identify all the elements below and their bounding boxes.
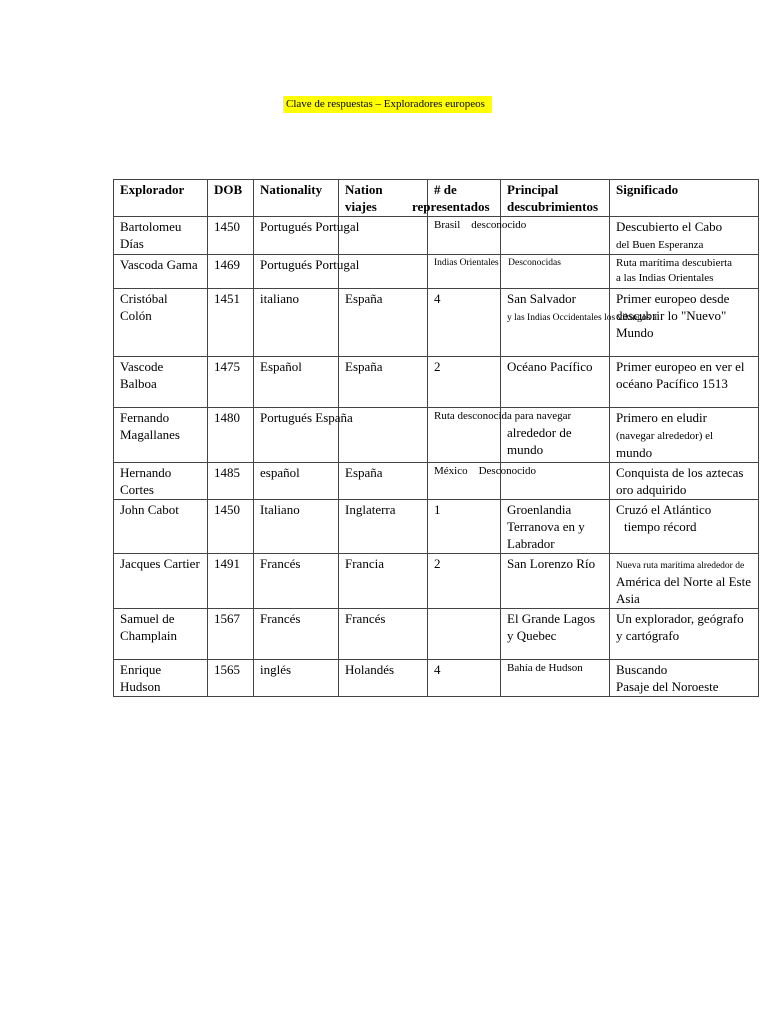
table-row [114, 660, 759, 697]
nationality-text: Portugués [260, 257, 312, 272]
significance-line1: Buscando [616, 662, 668, 677]
cell-dob: 1567 [208, 609, 254, 660]
cell-explorer: John Cabot [114, 500, 208, 554]
cell-explorer: Fernando Magallanes [114, 408, 208, 463]
cell-count: 4 [428, 289, 501, 357]
significance-line1: Primer europeo desde [616, 291, 730, 306]
principal-line1: San Salvador [507, 291, 576, 306]
cell-dob: 1480 [208, 408, 254, 463]
significance-line1: Cruzó el Atlántico [616, 502, 712, 517]
header-count [412, 180, 501, 217]
cell-nation: España [339, 289, 428, 357]
nation-text: Portugal [315, 219, 360, 234]
cell-explorer: Samuel de Champlain [114, 609, 208, 660]
cell-nationality: español [254, 463, 339, 500]
table-row [114, 408, 759, 463]
document-title: Clave de respuestas – Exploradores europeos [283, 96, 492, 113]
cell-nation: Holandés [339, 660, 428, 697]
table-row [114, 554, 759, 609]
explorers-table [113, 179, 759, 697]
cell-nationality [254, 408, 353, 463]
principal-text: Desconocidas [508, 258, 561, 268]
table-row [114, 463, 759, 500]
cell-principal [501, 289, 657, 357]
cell-significance [610, 217, 759, 255]
cell-nationality: Italiano [254, 500, 339, 554]
significance-line1: Nueva ruta marítima alrededor de [616, 561, 745, 571]
significance-line1: Descubierto el Cabo [616, 219, 723, 234]
header-nation-line2: viajes [345, 199, 377, 214]
significance-line3: mundo [616, 445, 653, 460]
cell-principal: Océano Pacífico [501, 357, 610, 408]
cell-principal: Groenlandia Terranova en y Labrador [501, 500, 610, 554]
cell-nationality: inglés [254, 660, 339, 697]
principal-text: desconocido [471, 219, 527, 231]
cell-significance [610, 554, 759, 609]
principal-line2: y las Indias Occidentales los vikingos a [507, 313, 657, 323]
cell-nationality [254, 217, 360, 255]
cell-count [428, 463, 537, 500]
cell-explorer: Cristóbal Colón [114, 289, 208, 357]
cell-count [428, 217, 527, 255]
significance-line2: a las Indias Orientales [616, 272, 714, 284]
header-count-line1: # de [434, 182, 457, 197]
table-row [114, 289, 759, 357]
principal-text: Desconocido [478, 465, 537, 477]
cell-significance: Primer europeo en ver el océano Pacífico 1513 [610, 357, 759, 408]
count-text: Indias Orientales [434, 258, 499, 268]
significance-line2: del Buen Esperanza [616, 239, 704, 251]
table-row [114, 357, 759, 408]
nationality-text: Portugués [260, 219, 312, 234]
cell-nation: Francés [339, 609, 428, 660]
cell-nation: Inglaterra [339, 500, 428, 554]
cell-dob: 1451 [208, 289, 254, 357]
nationality-text: Portugués [260, 410, 312, 425]
significance-line2: (navegar alrededor) el [616, 430, 714, 442]
cell-explorer: Bartolomeu Días [114, 217, 208, 255]
significance-line1: Ruta marítima descubierta [616, 257, 733, 269]
header-significance: Significado [610, 180, 759, 217]
nation-text: Portugal [315, 257, 360, 272]
cell-nation: España [339, 463, 428, 500]
cell-nation: España [339, 357, 428, 408]
header-principal [501, 180, 610, 217]
significance-line2: América del Norte al Este Asia [616, 574, 751, 606]
cell-explorer: Enrique Hudson [114, 660, 208, 697]
cell-dob: 1450 [208, 500, 254, 554]
cell-principal: alrededor de mundo [501, 408, 610, 463]
cell-count: Ruta desconocida para navegar [428, 408, 501, 463]
count-text: Brasil [434, 219, 461, 231]
cell-dob: 1475 [208, 357, 254, 408]
cell-explorer: Vascode Balboa [114, 357, 208, 408]
cell-principal: Bahía de Hudson [501, 660, 610, 697]
cell-significance [610, 660, 759, 697]
table-row [114, 500, 759, 554]
cell-explorer: Jacques Cartier [114, 554, 208, 609]
cell-nationality: Francés [254, 554, 339, 609]
cell-nationality: Español [254, 357, 339, 408]
cell-dob: 1491 [208, 554, 254, 609]
header-explorer: Explorador [114, 180, 208, 217]
cell-nation: Francia [339, 554, 428, 609]
nation-text: España [315, 410, 353, 425]
header-nation-line1: Nation [345, 182, 383, 197]
cell-dob: 1485 [208, 463, 254, 500]
header-dob: DOB [208, 180, 254, 217]
cell-count: 4 [428, 660, 501, 697]
table-header-row [114, 180, 759, 217]
cell-dob: 1469 [208, 255, 254, 289]
cell-significance: Conquista de los aztecas oro adquirido [610, 463, 759, 500]
header-nationality: Nationality [254, 180, 339, 217]
cell-explorer: Vascoda Gama [114, 255, 208, 289]
count-text: México [434, 465, 468, 477]
cell-significance [610, 500, 759, 554]
significance-line2: descubrir lo "Nuevo" Mundo [616, 308, 727, 340]
cell-significance [610, 289, 759, 357]
cell-dob: 1450 [208, 217, 254, 255]
significance-line1: Primero en eludir [616, 410, 707, 425]
header-principal-line1: Principal [507, 182, 559, 197]
cell-count: 2 [428, 357, 501, 408]
cell-significance: Un explorador, geógrafo y cartógrafo [610, 609, 759, 660]
cell-nationality [254, 255, 360, 289]
cell-count: 1 [428, 500, 501, 554]
significance-line2: tiempo récord [624, 519, 697, 534]
cell-dob: 1565 [208, 660, 254, 697]
cell-explorer: Hernando Cortes [114, 463, 208, 500]
cell-principal: El Grande Lagos y Quebec [501, 609, 610, 660]
header-principal-line2: descubrimientos [507, 199, 598, 214]
cell-significance [610, 408, 759, 463]
table-row [114, 609, 759, 660]
cell-significance [610, 255, 759, 289]
cell-count [428, 609, 501, 660]
cell-count [428, 255, 561, 289]
cell-nationality: Francés [254, 609, 339, 660]
header-count-line2: representados [412, 199, 490, 214]
cell-nationality: italiano [254, 289, 339, 357]
table-row [114, 255, 759, 289]
significance-line2: Pasaje del Noroeste [616, 679, 719, 694]
table-row [114, 217, 759, 255]
cell-principal: San Lorenzo Río [501, 554, 610, 609]
cell-count: 2 [428, 554, 501, 609]
